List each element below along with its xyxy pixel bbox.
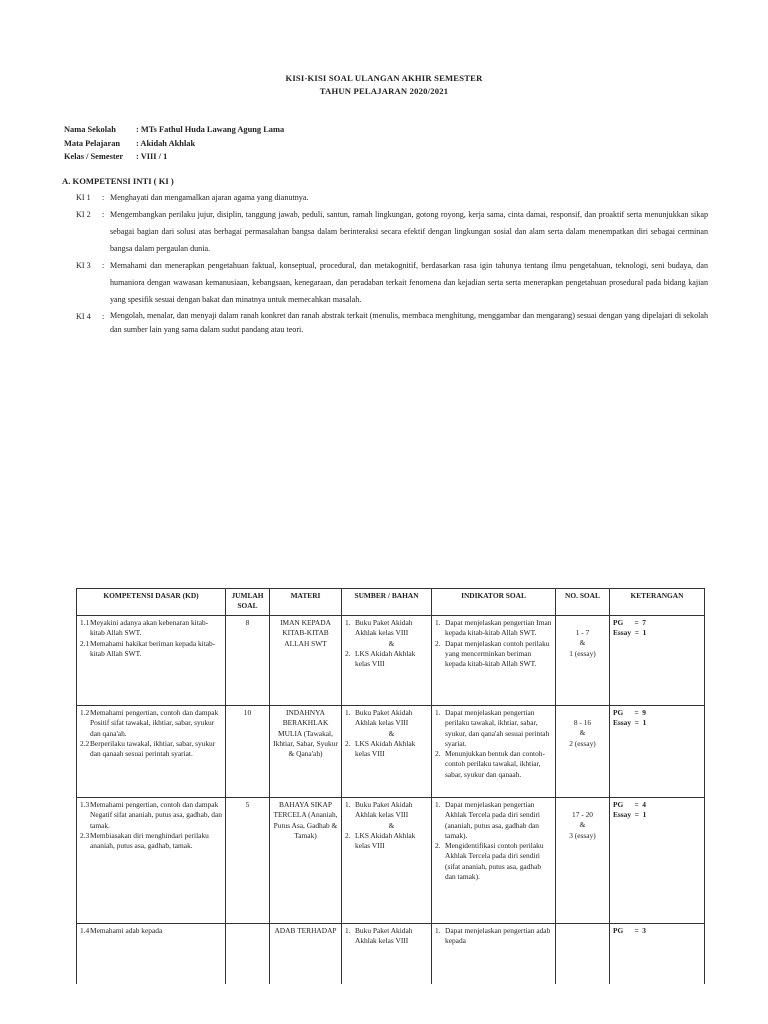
indikator-text: Mengidentifikasi contoh perilaku Akhlak Tercela pada diri sendiri (sifat ananiah, putus asa, gadhab dan tamak). (445, 841, 544, 882)
meta-value: : VIII / 1 (136, 152, 168, 161)
ket-line: Essay = 1 (613, 628, 647, 638)
kd-item (80, 708, 222, 739)
sumber-text: Buku Paket Akidah Akhlak kelas VIII (355, 926, 413, 946)
kd-number: 1.2 (80, 708, 90, 717)
ki-item: KI 1 : Menghayati dan mengamalkan ajaran agama yang dianutnya. (76, 190, 708, 207)
kd-item (80, 800, 222, 831)
no_soal-line: 1 - 7 (575, 628, 590, 637)
indikator-item (435, 926, 552, 947)
kd-text: Meyakini adanya akan kebenaran kitab-kitab Allah SWT. (90, 618, 209, 638)
kd-number: 2.2 (80, 738, 90, 748)
kd-cell (77, 616, 226, 706)
ki-item: KI 2 : Mengembangkan perilaku jujur, disiplin, tanggung jawab, peduli, santun, ramah lingkungan, gotong royong, kerja sama, cinta damai, responsif, dan proaktif serta menunjukkan sikap sebagai bagian dari solusi atas berbagai permasalahan bangsa dalam berinteraksi secara efektif dengan lingkungan sosial dan alam serta dalam menempatkan diri sebagai cerminan bangsa dalam pergaulan dunia. (76, 207, 708, 257)
column-header: SUMBER / BAHAN (342, 589, 432, 616)
column-header: NO. SOAL (556, 589, 610, 616)
ki-code: KI 2 (76, 210, 91, 219)
indikator-item (435, 749, 552, 780)
meta-value: : Akidah Akhlak (136, 139, 196, 148)
ki-text: Menghayati dan mengamalkan ajaran agama yang dianutnya. (110, 193, 309, 202)
ki-item: KI 4 : Mengolah, menalar, dan menyaji dalam ranah konkret dan ranah abstrak terkait (menulis, membaca menghitung, menggambar dan mengarang) sesuai dengan yang dipelajari di sekolah dan sumber lain yang sama dalam sudut pandang atau teori. (76, 309, 708, 337)
jumlah-cell: 8 (226, 616, 270, 706)
meta-label: Nama Sekolah (64, 125, 116, 134)
ket-line: Essay = 1 (613, 718, 647, 728)
indikator-item (435, 618, 552, 639)
kd-item (80, 639, 222, 660)
ki-text: Mengembangkan perilaku jujur, disiplin, tanggung jawab, peduli, santun, ramah lingkungan, gotong royong, kerja sama, cinta damai, responsif, dan proaktif serta menunjukkan sikap sebagai bagian dari solusi atas berbagai permasalahan bangsa dalam berinteraksi secara efektif dengan lingkungan sosial dan alam serta dalam menempatkan diri sebagai cerminan bangsa dalam pergaulan dunia. (110, 210, 708, 253)
kd-text: Memahami hakikat beriman kepada kitab-kitab Allah SWT. (90, 638, 216, 658)
kisi-kisi-table (76, 588, 705, 984)
no_soal-cell (556, 616, 610, 706)
sumber-number: 2. (345, 738, 351, 748)
sumber-number: 1. (345, 708, 351, 717)
ki-item: KI 3 : Memahami dan menerapkan pengetahuan faktual, konseptual, procedural, dan metakognitif, berdasarkan rasa igin tahunya tentang ilmu pengetahuan, teknologi, seni budaya, dan humaniora dengan wawasan kemanusiaan, kebangsaan, kenegaraan, dan peradaban terkait fenomena dan kejadian serta serta menerapkan pengetahuan prosedural pada bidang kajian yang spesifik sesuai dengan bakat dan minatnya untuk memecahkan masalah. (76, 258, 708, 308)
no_soal-cell (556, 798, 610, 924)
sumber-number: 1. (345, 618, 351, 627)
sumber-cell (342, 798, 432, 924)
ki-text: Memahami dan menerapkan pengetahuan faktual, konseptual, procedural, dan metakognitif, berdasarkan rasa igin tahunya tentang ilmu pengetahuan, teknologi, seni budaya, dan humaniora dengan wawasan kemanusiaan, kebangsaan, kenegaraan, dan peradaban terkait fenomena dan kejadian serta serta menerapkan pengetahuan prosedural pada bidang kajian yang spesifik sesuai dengan bakat dan minatnya untuk memecahkan masalah. (110, 261, 708, 304)
sumber-item (345, 800, 428, 821)
column-header: KOMPETENSI DASAR (KD) (77, 589, 226, 616)
indikator-text: Menunjukkan bentuk dan contoh-contoh perilaku tawakal, ikhtiar, sabar, syukur dan qanaah. (445, 749, 545, 779)
column-header: KETERANGAN (610, 589, 705, 616)
ket-line: Essay = 1 (613, 810, 647, 820)
table-row (77, 706, 705, 798)
no_soal-line: 3 (essay) (569, 830, 596, 840)
sumber-text: LKS Akidah Akhlak kelas VIII (355, 738, 416, 759)
sumber-item (345, 708, 428, 729)
ki-code: KI 4 (76, 312, 91, 321)
table-header-row (77, 589, 705, 616)
indikator-text: Dapat menjelaskan pengertian Iman kepada kitab-kitab Allah SWT. (445, 618, 552, 638)
ket-line: PG = 4 (613, 800, 646, 809)
no_soal-cell (556, 924, 610, 984)
no_soal-line: & (579, 820, 586, 830)
ket-cell (610, 798, 705, 924)
sumber-number: 1. (345, 800, 351, 809)
ket-cell (610, 616, 705, 706)
sumber-item (345, 729, 428, 739)
ket-line: PG = 3 (613, 926, 646, 935)
indikator-number: 2. (435, 841, 441, 851)
document-title: KISI-KISI SOAL ULANGAN AKHIR SEMESTER (285, 73, 483, 83)
indikator-number: 1. (435, 800, 441, 809)
section-heading: A. KOMPETENSI INTI ( KI ) (62, 176, 174, 186)
column-header: JUMLAH SOAL (226, 589, 270, 616)
jumlah-cell: 5 (226, 798, 270, 924)
meta-label: Mata Pelajaran (64, 139, 121, 148)
sumber-text: Buku Paket Akidah Akhlak kelas VIII (355, 708, 413, 728)
sumber-number: 2. (345, 648, 351, 658)
kd-cell (77, 706, 226, 798)
kd-number: 1.1 (80, 618, 90, 627)
kd-text: Memahami adab kepada (90, 926, 163, 935)
sumber-text: LKS Akidah Akhlak kelas VIII (355, 830, 416, 851)
kd-text: Memahami pengertian, contoh dan dampak Positif sifat tawakal, ikhtiar, sabar, syukur dan qana'ah. (90, 708, 219, 738)
table-row (77, 616, 705, 706)
kd-text: Berperilaku tawakal, ikhtiar, sabar, syukur dan qanaah sesuai perintah syariat. (90, 738, 216, 759)
indikator-number: 2. (435, 749, 441, 759)
indikator-item (435, 841, 552, 882)
meta-school (64, 125, 284, 134)
no_soal-cell (556, 706, 610, 798)
kd-item (80, 926, 222, 936)
kd-text: Memahami pengertian, contoh dan dampak Negatif sifat ananiah, putus asa, gadhab, dan tamak. (90, 800, 222, 830)
no_soal-line: 17 - 20 (572, 810, 593, 819)
sumber-cell (342, 616, 432, 706)
meta-class (64, 152, 167, 161)
no_soal-line: 8 - 16 (573, 718, 592, 727)
sumber-number: 1. (345, 926, 351, 935)
indikator-number: 1. (435, 926, 441, 935)
kd-number: 2.1 (80, 638, 90, 648)
sumber-cell (342, 924, 432, 984)
indikator-number: 2. (435, 638, 441, 648)
ket-cell (610, 706, 705, 798)
ket-line: PG = 9 (613, 708, 646, 717)
sumber-item (345, 639, 428, 649)
kd-number: 1.3 (80, 800, 90, 809)
indikator-cell (432, 616, 556, 706)
no_soal-line: & (579, 638, 586, 648)
materi-cell: ADAB TERHADAP (270, 924, 342, 984)
indikator-cell (432, 706, 556, 798)
document-subtitle: TAHUN PELAJARAN 2020/2021 (319, 86, 449, 96)
no_soal-line: 1 (essay) (569, 648, 596, 658)
sumber-item (345, 926, 428, 947)
kd-number: 2.3 (80, 830, 90, 840)
kd-text: Membiasakan diri menghindari perilaku ananiah, putus asa, gadhab, tamak. (90, 830, 209, 851)
indikator-text: Dapat menjelaskan pengertian adab kepada (445, 926, 551, 946)
sumber-text: & (388, 728, 395, 738)
jumlah-cell (226, 924, 270, 984)
kd-item (80, 831, 222, 852)
no_soal-line: & (579, 728, 586, 738)
sumber-text: LKS Akidah Akhlak kelas VIII (355, 648, 416, 669)
table-row (77, 798, 705, 924)
indikator-item (435, 800, 552, 841)
indikator-text: Dapat menjelaskan pengertian Akhlak Tercela pada diri sendiri (ananiah, putus asa, gadhab dan tamak). (445, 800, 540, 840)
no_soal-line: 2 (essay) (569, 738, 596, 748)
kd-number: 1.4 (80, 926, 90, 935)
indikator-cell (432, 798, 556, 924)
ket-line: PG = 7 (613, 618, 646, 627)
sumber-item (345, 831, 428, 852)
table-body (77, 616, 705, 984)
sumber-text: & (388, 638, 395, 648)
materi-cell: IMAN KEPADA KITAB-KITAB ALLAH SWT (270, 616, 342, 706)
indikator-number: 1. (435, 618, 441, 627)
materi-cell: INDAHNYA BERAKHLAK MULIA (Tawakal, Ikhtiar, Sabar, Syukur & Qana'ah) (270, 706, 342, 798)
indikator-number: 1. (435, 708, 441, 717)
sumber-item (345, 649, 428, 670)
sumber-text: & (388, 820, 395, 830)
sumber-cell (342, 706, 432, 798)
table-row (77, 924, 705, 984)
indikator-item (435, 639, 552, 670)
kd-cell (77, 798, 226, 924)
sumber-text: Buku Paket Akidah Akhlak kelas VIII (355, 618, 413, 638)
sumber-number: 2. (345, 830, 351, 840)
indikator-cell (432, 924, 556, 984)
sumber-item (345, 618, 428, 639)
column-header: INDIKATOR SOAL (432, 589, 556, 616)
sumber-item (345, 821, 428, 831)
kd-item (80, 618, 222, 639)
indikator-text: Dapat menjelaskan pengertian perilaku tawakal, ikhtiar, sabar, syukur, dan qana'ah sesuai perintah syariat. (445, 708, 550, 748)
meta-value: : MTs Fathul Huda Lawang Agung Lama (136, 125, 285, 134)
kd-item (80, 739, 222, 760)
materi-cell: BAHAYA SIKAP TERCELA (Ananiah, Putus Asa, Gadhab & Tamak) (270, 798, 342, 924)
jumlah-cell: 10 (226, 706, 270, 798)
column-header: MATERI (270, 589, 342, 616)
indikator-text: Dapat menjelaskan contoh perilaku yang mencerminkan beriman kepada kitab-kitab Allah SWT. (445, 638, 550, 669)
ki-text: Mengolah, menalar, dan menyaji dalam ranah konkret dan ranah abstrak terkait (menulis, membaca menghitung, menggambar dan mengarang) sesuai dengan yang dipelajari di sekolah dan sumber lain yang sama dalam sudut pandang atau teori. (110, 311, 708, 334)
ket-cell (610, 924, 705, 984)
sumber-text: Buku Paket Akidah Akhlak kelas VIII (355, 800, 413, 820)
meta-label: Kelas / Semester (64, 152, 124, 161)
ki-code: KI 1 (76, 193, 91, 202)
meta-subject (64, 139, 195, 148)
ki-code: KI 3 (76, 261, 91, 270)
kd-cell (77, 924, 226, 984)
indikator-item (435, 708, 552, 749)
sumber-item (345, 739, 428, 760)
